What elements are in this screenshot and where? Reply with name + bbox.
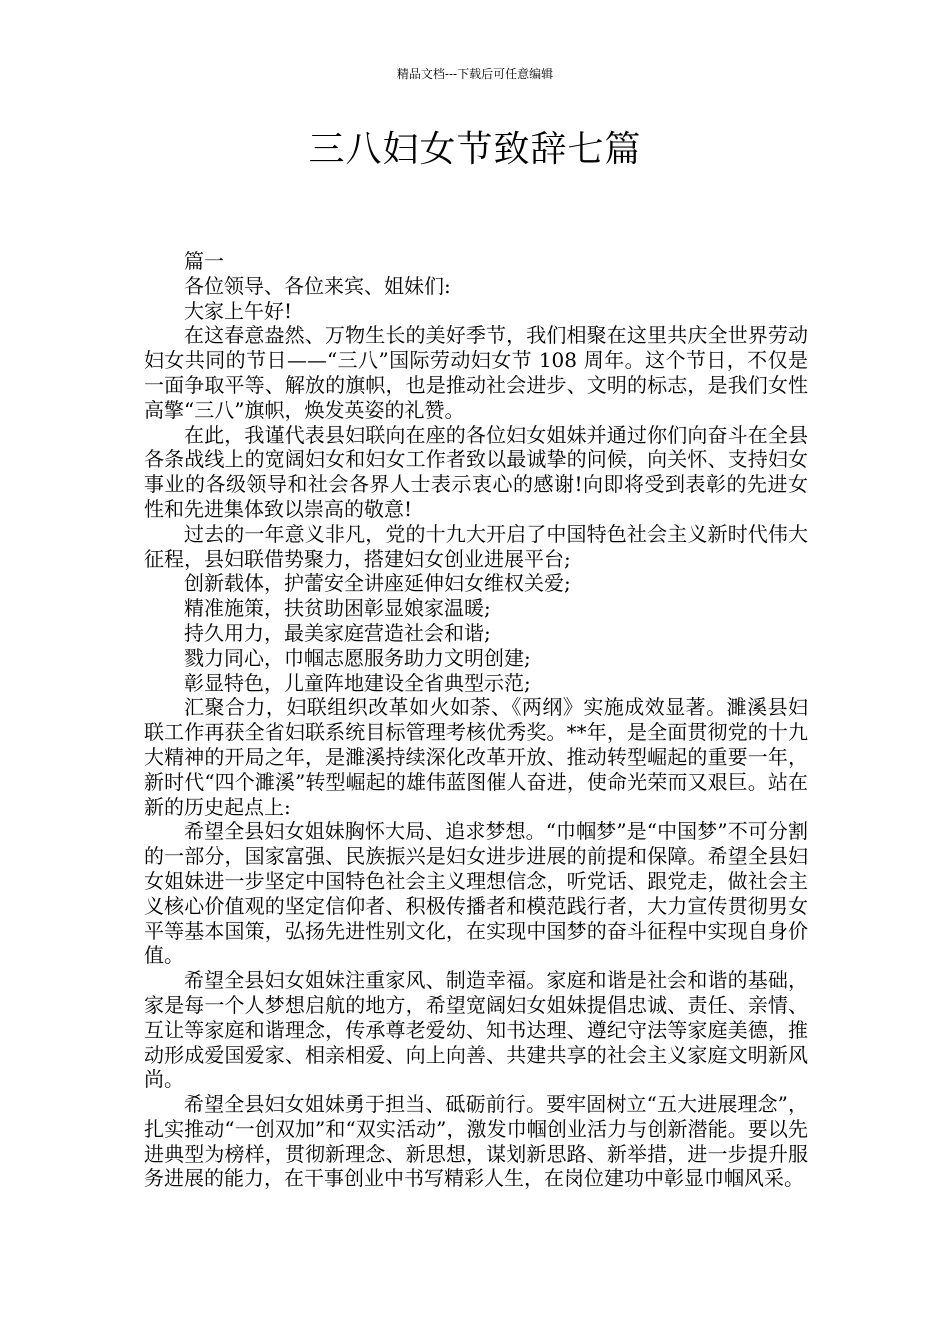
document-body	[144, 249, 808, 1191]
paragraph: 希望全县妇女姐妹注重家风、制造幸福。家庭和谐是社会和谐的基础，家是每一个人梦想启航的地方，希望宽阔妇女姐妹提倡忠诚、责任、亲情、互让等家庭和谐理念，传承尊老爱幼、知书达理、遵纪守法等家庭美德，推动形成爱国爱家、相亲相爱、向上向善、共建共享的社会主义家庭文明新风尚。	[144, 968, 808, 1092]
paragraph: 持久用力，最美家庭营造社会和谐;	[184, 620, 491, 645]
paragraph: 创新载体，护蕾安全讲座延伸妇女维权关爱;	[184, 571, 571, 596]
paragraph: 戮力同心，巾帼志愿服务助力文明创建;	[184, 645, 531, 670]
paragraph: 在此，我谨代表县妇联向在座的各位妇女姐妹并通过你们向奋斗在全县各条战线上的宽阔妇女和妇女工作者致以最诚挚的问候，向关怀、支持妇女事业的各级领导和社会各界人士表示衷心的感谢!向即将受到表彰的先进女性和先进集体致以崇高的敬意!	[144, 422, 808, 521]
paragraph: 希望全县妇女姐妹胸怀大局、追求梦想。“巾帼梦”是“中国梦”不可分割的一部分，国家富强、民族振兴是妇女进步进展的前提和保障。希望全县妇女姐妹进一步坚定中国特色社会主义理想信念，听党话、跟党走，做社会主义核心价值观的坚定信仰者、积极传播者和模范践行者，大力宣传贯彻男女平等基本国策，弘扬先进性别文化，在实现中国梦的奋斗征程中实现自身价值。	[144, 819, 808, 968]
page-header: 精品文档---下载后可任意编辑	[396, 67, 554, 81]
paragraph: 在这春意盎然、万物生长的美好季节，我们相聚在这里共庆全世界劳动妇女共同的节日——“三八”国际劳动妇女节 108 周年。这个节日，不仅是一面争取平等、解放的旗帜，也是推动社会进步、文明的标志，是我们女性高擎“三八”旗帜，焕发英姿的礼赞。	[144, 323, 808, 422]
paragraph: 汇聚合力，妇联组织改革如火如荼、《两纲》实施成效显著。濉溪县妇联工作再获全省妇联系统目标管理考核优秀奖。**年，是全面贯彻党的十九大精神的开局之年，是濉溪持续深化改革开放、推动转型崛起的重要一年，新时代“四个濉溪”转型崛起的雄伟蓝图催人奋进，使命光荣而又艰巨。站在新的历史起点上:	[144, 695, 808, 819]
greeting: 大家上午好!	[184, 298, 293, 323]
paragraph: 彰显特色，儿童阵地建设全省典型示范;	[184, 670, 531, 695]
document-title: 三八妇女节致辞七篇	[308, 129, 642, 170]
section-heading: 篇一	[184, 249, 224, 273]
salutation: 各位领导、各位来宾、姐妹们:	[184, 273, 451, 298]
paragraph: 希望全县妇女姐妹勇于担当、砥砺前行。要牢固树立“五大进展理念”，扎实推动“一创双加”和“双实活动”，激发巾帼创业活力与创新潜能。要以先进典型为榜样，贯彻新理念、新思想，谋划新思路、新举措，进一步提升服务进展的能力，在干事创业中书写精彩人生，在岗位建功中彰显巾帼风采。	[144, 1092, 808, 1191]
paragraph: 过去的一年意义非凡，党的十九大开启了中国特色社会主义新时代伟大征程，县妇联借势聚力，搭建妇女创业进展平台;	[144, 521, 808, 571]
paragraph: 精准施策，扶贫助困彰显娘家温暖;	[184, 596, 491, 621]
